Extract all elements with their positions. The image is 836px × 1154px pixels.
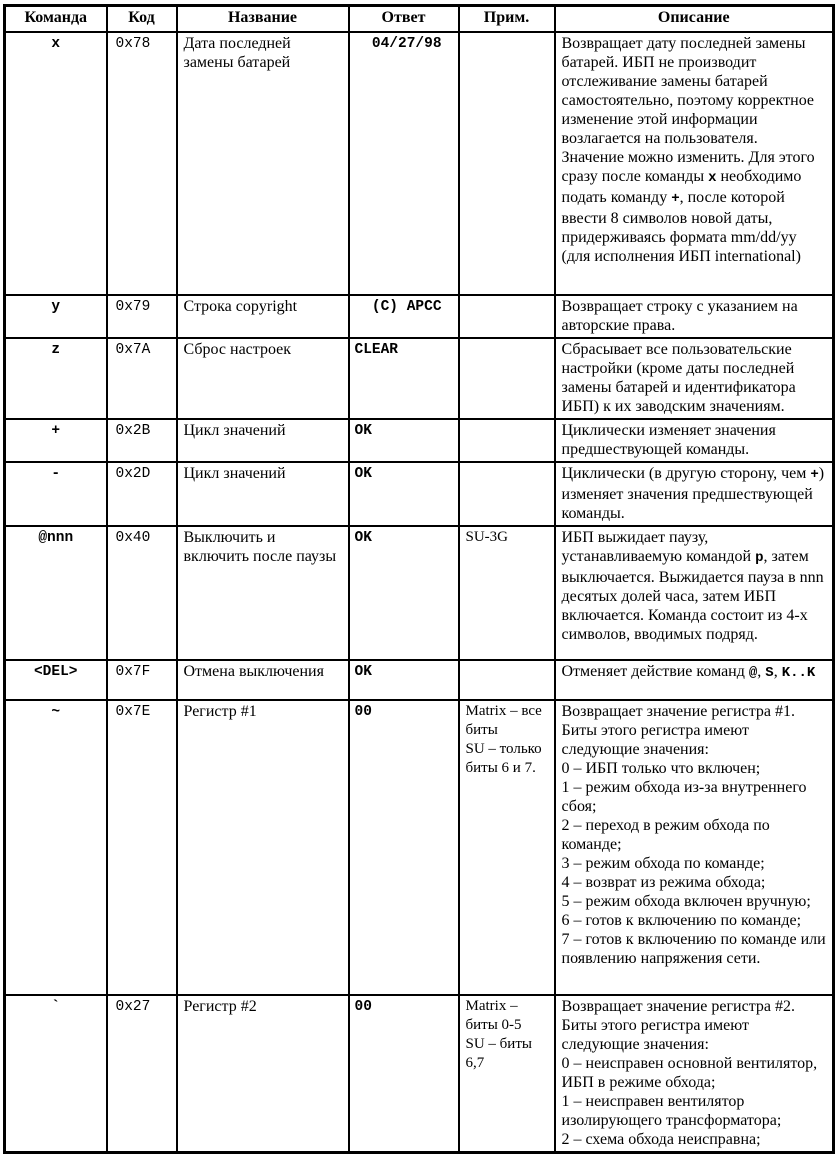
- description-paragraph: 1 – режим обхода из-за внутреннего сбоя;: [561, 779, 807, 815]
- text-line: SU – биты 6,7: [465, 1036, 532, 1071]
- inline-command-code: x: [708, 170, 717, 186]
- cell-code: 0x27: [107, 995, 177, 1153]
- table-row: [5, 995, 834, 1153]
- column-header: Прим.: [459, 6, 555, 33]
- cell-description: [555, 419, 834, 462]
- cell-note: [459, 419, 555, 462]
- cell-response: CLEAR: [349, 338, 459, 419]
- text-line: Дата последней замены батарей: [183, 35, 291, 71]
- table-header-row: [5, 6, 834, 33]
- cell-name: [177, 32, 349, 295]
- table-row: [5, 419, 834, 462]
- cell-note: [459, 32, 555, 295]
- cell-code: 0x2B: [107, 419, 177, 462]
- text-line: Регистр #2: [183, 998, 257, 1015]
- cell-response: 00: [349, 995, 459, 1153]
- text-line: Цикл значений: [183, 465, 286, 482]
- description-paragraph: Возвращает строку с указанием на авторские права.: [561, 298, 798, 334]
- cell-code: 0x78: [107, 32, 177, 295]
- description-paragraph: 5 – режим обхода включен вручную;: [561, 893, 811, 910]
- cell-description: [555, 700, 834, 995]
- description-paragraph: 4 – возврат из режима обхода;: [561, 874, 766, 891]
- inline-command-code: +: [810, 467, 819, 483]
- cell-response: OK: [349, 419, 459, 462]
- column-header: Команда: [5, 6, 107, 33]
- cell-code: 0x7A: [107, 338, 177, 419]
- cell-response: (C) APCC: [349, 295, 459, 338]
- text-line: SU-3G: [465, 529, 509, 545]
- cell-command: -: [5, 462, 107, 526]
- inline-command-code: @: [748, 665, 758, 681]
- command-table: [3, 4, 835, 1154]
- text-line: Matrix – все биты: [465, 703, 542, 738]
- table-row: [5, 32, 834, 295]
- description-paragraph: 6 – готов к включению по команде;: [561, 912, 802, 929]
- cell-description: [555, 338, 834, 419]
- column-header: Название: [177, 6, 349, 33]
- cell-code: 0x2D: [107, 462, 177, 526]
- inline-command-code: S: [765, 665, 774, 681]
- description-paragraph: 0 – неисправен основной вентилятор, ИБП в режиме обхода;: [561, 1055, 818, 1091]
- inline-command-code: p: [755, 550, 764, 566]
- description-paragraph: Возвращает дату последней замены батарей. ИБП не производит отслеживание замены батарей самостоятельно, поэтому корректное изменение этой информации возлагается на пользователя.: [561, 35, 814, 147]
- cell-note: [459, 526, 555, 660]
- cell-code: 0x7F: [107, 660, 177, 700]
- cell-name: [177, 700, 349, 995]
- text-line: Регистр #1: [183, 703, 257, 720]
- cell-note: [459, 660, 555, 700]
- description-paragraph: Сбрасывает все пользовательские настройки (кроме даты последней замены батарей и идентификатора ИБП) к их заводским значениям.: [561, 341, 796, 415]
- cell-command: z: [5, 338, 107, 419]
- cell-description: [555, 660, 834, 700]
- cell-description: [555, 295, 834, 338]
- table-row: [5, 660, 834, 700]
- text-line: Цикл значений: [183, 422, 286, 439]
- table-row: [5, 700, 834, 995]
- cell-description: [555, 462, 834, 526]
- description-paragraph: Циклически (в другую сторону, чем +) изменяет значения предшествующей команды.: [561, 465, 825, 522]
- cell-name: [177, 995, 349, 1153]
- description-paragraph: Возвращает значение регистра #1. Биты этого регистра имеют следующие значения:: [561, 703, 795, 758]
- text-line: Выключить и включить после паузы: [183, 529, 337, 565]
- text-line: Сброс настроек: [183, 341, 292, 358]
- description-paragraph: 3 – режим обхода по команде;: [561, 855, 765, 872]
- cell-note: [459, 462, 555, 526]
- cell-code: 0x7E: [107, 700, 177, 995]
- cell-response: 00: [349, 700, 459, 995]
- cell-description: [555, 526, 834, 660]
- text-line: Matrix – биты 0-5: [465, 998, 522, 1033]
- inline-command-code: +: [671, 191, 680, 207]
- cell-command: <DEL>: [5, 660, 107, 700]
- cell-note: [459, 295, 555, 338]
- cell-name: [177, 338, 349, 419]
- cell-response: OK: [349, 526, 459, 660]
- table-row: [5, 338, 834, 419]
- table-row: [5, 462, 834, 526]
- cell-code: 0x79: [107, 295, 177, 338]
- text-line: Строка copyright: [183, 298, 298, 315]
- cell-command: @nnn: [5, 526, 107, 660]
- cell-name: [177, 419, 349, 462]
- cell-note: [459, 700, 555, 995]
- cell-name: [177, 526, 349, 660]
- cell-name: [177, 660, 349, 700]
- cell-code: 0x40: [107, 526, 177, 660]
- cell-command: x: [5, 32, 107, 295]
- cell-command: +: [5, 419, 107, 462]
- cell-response: OK: [349, 660, 459, 700]
- document-page: [0, 4, 836, 1148]
- description-paragraph: Циклически изменяет значения предшествующей команды.: [561, 422, 776, 458]
- cell-command: ~: [5, 700, 107, 995]
- column-header: Код: [107, 6, 177, 33]
- cell-name: [177, 295, 349, 338]
- description-paragraph: Значение можно изменить. Для этого сразу после команды x необходимо подать команду +, после которой ввести 8 символов новой даты, придерживаясь формата mm/dd/yy (для исполнения ИБП international): [561, 149, 815, 265]
- text-line: Отмена выключения: [183, 663, 324, 680]
- text-line: SU – только биты 6 и 7.: [465, 741, 542, 776]
- cell-note: [459, 995, 555, 1153]
- description-paragraph: 7 – готов к включению по команде или появлению напряжения сети.: [561, 931, 826, 967]
- cell-response: OK: [349, 462, 459, 526]
- description-paragraph: 0 – ИБП только что включен;: [561, 760, 761, 777]
- column-header: Описание: [555, 6, 834, 33]
- description-paragraph: 1 – неисправен вентилятор изолирующего трансформатора;: [561, 1093, 782, 1129]
- cell-command: `: [5, 995, 107, 1153]
- cell-description: [555, 995, 834, 1153]
- description-paragraph: 2 – схема обхода неисправна;: [561, 1131, 761, 1148]
- description-paragraph: Возвращает значение регистра #2. Биты этого регистра имеют следующие значения:: [561, 998, 795, 1053]
- inline-command-code: K..K: [781, 665, 816, 681]
- cell-note: [459, 338, 555, 419]
- description-paragraph: ИБП выжидает паузу, устанавливаемую командой p, затем выключается. Выжидается пауза в nnn десятых долей часа, затем ИБП включается. Команда состоит из 4-х символов, вводимых подряд.: [561, 529, 824, 643]
- table-row: [5, 295, 834, 338]
- cell-response: 04/27/98: [349, 32, 459, 295]
- cell-command: y: [5, 295, 107, 338]
- table-body: [5, 32, 834, 1153]
- cell-description: [555, 32, 834, 295]
- description-paragraph: 2 – переход в режим обхода по команде;: [561, 817, 770, 853]
- description-paragraph: Отменяет действие команд @, S, K..K: [561, 663, 816, 681]
- table-row: [5, 526, 834, 660]
- cell-name: [177, 462, 349, 526]
- column-header: Ответ: [349, 6, 459, 33]
